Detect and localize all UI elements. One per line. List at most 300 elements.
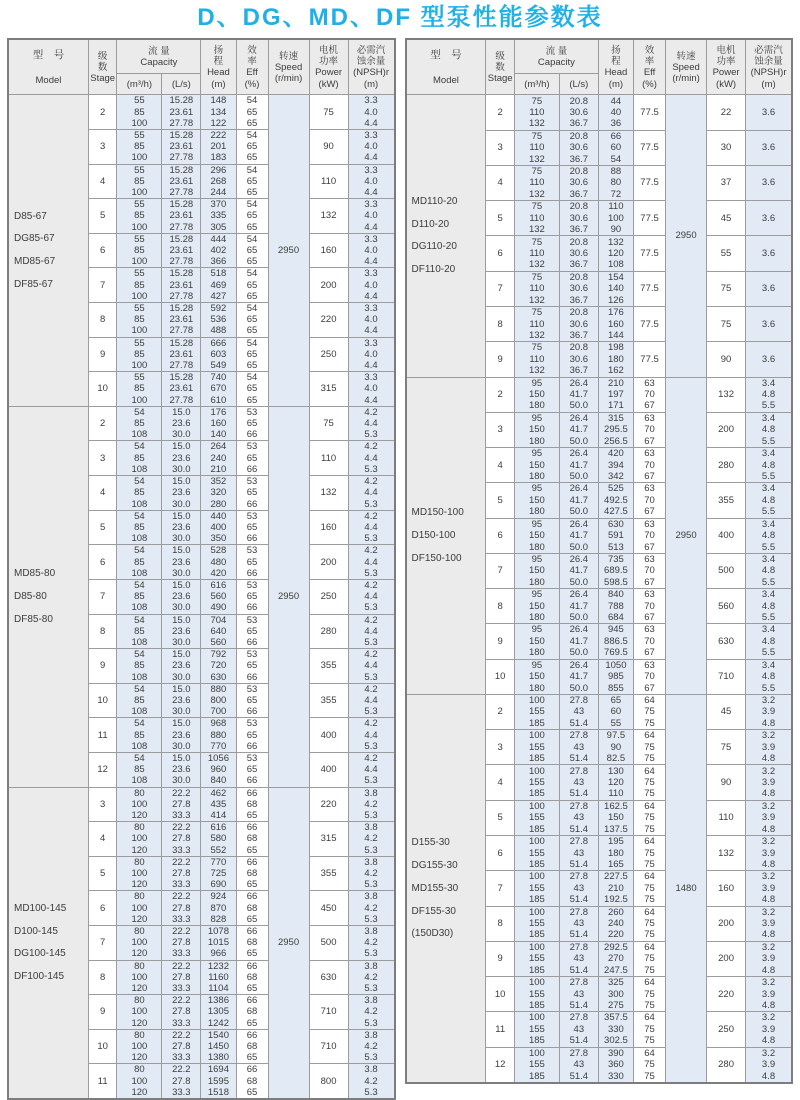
eff-cell: 63 bbox=[634, 518, 666, 530]
head-cell: 444 bbox=[201, 233, 236, 245]
flow-m3h-cell: 95 bbox=[514, 483, 559, 495]
head-cell: 390 bbox=[598, 1047, 633, 1059]
flow-m3h-cell: 150 bbox=[514, 601, 559, 612]
flow-m3h-cell: 55 bbox=[117, 130, 162, 142]
stage-cell: 7 bbox=[486, 553, 515, 588]
flow-m3h-cell: 185 bbox=[514, 1000, 559, 1012]
flow-ls-cell: 15.28 bbox=[162, 337, 201, 349]
npsh-cell: 4.0 bbox=[348, 176, 394, 187]
head-cell: 180 bbox=[598, 847, 633, 858]
flow-m3h-cell: 85 bbox=[117, 210, 162, 221]
eff-cell: 75 bbox=[634, 918, 666, 929]
stage-cell: 5 bbox=[486, 201, 515, 236]
npsh-cell: 4.0 bbox=[348, 280, 394, 291]
flow-ls-cell: 33.3 bbox=[162, 1087, 201, 1099]
npsh-cell: 3.3 bbox=[348, 372, 394, 384]
stage-cell: 8 bbox=[486, 906, 515, 941]
header-unit-m3h: (m³/h) bbox=[117, 74, 162, 95]
power-cell: 37 bbox=[707, 165, 746, 200]
flow-m3h-cell: 54 bbox=[117, 614, 162, 626]
npsh-cell: 4.8 bbox=[746, 824, 792, 836]
eff-cell: 75 bbox=[634, 1059, 666, 1070]
eff-cell: 65 bbox=[236, 660, 268, 671]
flow-m3h-cell: 185 bbox=[514, 718, 559, 730]
head-cell: 924 bbox=[201, 891, 236, 903]
flow-m3h-cell: 85 bbox=[117, 626, 162, 637]
head-cell: 227.5 bbox=[598, 871, 633, 883]
power-cell: 132 bbox=[309, 199, 348, 234]
flow-ls-cell: 20.8 bbox=[559, 201, 598, 213]
flow-m3h-cell: 80 bbox=[117, 960, 162, 972]
flow-ls-cell: 27.78 bbox=[162, 291, 201, 303]
flow-m3h-cell: 120 bbox=[117, 948, 162, 960]
head-cell: 144 bbox=[598, 330, 633, 342]
stage-cell: 8 bbox=[88, 614, 117, 649]
eff-cell: 65 bbox=[236, 141, 268, 152]
flow-ls-cell: 23.6 bbox=[162, 660, 201, 671]
npsh-cell: 5.3 bbox=[348, 879, 394, 891]
flow-ls-cell: 50.0 bbox=[559, 506, 598, 518]
eff-cell: 70 bbox=[634, 636, 666, 647]
npsh-cell: 5.3 bbox=[348, 568, 394, 580]
flow-ls-cell: 27.8 bbox=[559, 871, 598, 883]
flow-ls-cell: 36.7 bbox=[559, 224, 598, 236]
flow-ls-cell: 30.0 bbox=[162, 568, 201, 580]
flow-m3h-cell: 132 bbox=[514, 154, 559, 166]
npsh-cell: 3.6 bbox=[746, 236, 792, 271]
flow-ls-cell: 23.6 bbox=[162, 557, 201, 568]
flow-m3h-cell: 180 bbox=[514, 541, 559, 553]
flow-m3h-cell: 100 bbox=[117, 118, 162, 130]
head-cell: 616 bbox=[201, 822, 236, 834]
eff-cell: 77.5 bbox=[634, 95, 666, 130]
flow-ls-cell: 36.7 bbox=[559, 118, 598, 130]
eff-cell: 65 bbox=[236, 557, 268, 568]
eff-cell: 70 bbox=[634, 495, 666, 506]
eff-cell: 66 bbox=[236, 464, 268, 476]
head-cell: 630 bbox=[598, 518, 633, 530]
power-cell: 200 bbox=[707, 412, 746, 447]
eff-cell: 70 bbox=[634, 424, 666, 435]
flow-m3h-cell: 55 bbox=[117, 95, 162, 107]
eff-cell: 54 bbox=[236, 372, 268, 384]
npsh-cell: 5.3 bbox=[348, 706, 394, 718]
head-cell: 591 bbox=[598, 530, 633, 541]
head-cell: 610 bbox=[201, 395, 236, 407]
eff-cell: 75 bbox=[634, 1024, 666, 1035]
flow-ls-cell: 15.0 bbox=[162, 683, 201, 695]
eff-cell: 75 bbox=[634, 1070, 666, 1083]
flow-m3h-cell: 120 bbox=[117, 914, 162, 926]
head-cell: 684 bbox=[598, 612, 633, 624]
npsh-cell: 3.3 bbox=[348, 233, 394, 245]
head-cell: 315 bbox=[598, 412, 633, 424]
head-cell: 560 bbox=[201, 637, 236, 649]
flow-ls-cell: 22.2 bbox=[162, 891, 201, 903]
npsh-cell: 3.9 bbox=[746, 988, 792, 999]
head-cell: 886.5 bbox=[598, 636, 633, 647]
flow-m3h-cell: 132 bbox=[514, 259, 559, 271]
flow-m3h-cell: 85 bbox=[117, 314, 162, 325]
flow-m3h-cell: 100 bbox=[117, 360, 162, 372]
npsh-cell: 3.4 bbox=[746, 518, 792, 530]
flow-ls-cell: 15.0 bbox=[162, 579, 201, 591]
stage-cell: 8 bbox=[486, 589, 515, 624]
flow-m3h-cell: 185 bbox=[514, 788, 559, 800]
stage-cell: 2 bbox=[486, 694, 515, 729]
eff-cell: 64 bbox=[634, 694, 666, 706]
npsh-cell: 4.4 bbox=[348, 187, 394, 199]
npsh-cell: 4.8 bbox=[746, 894, 792, 906]
header-model: 型 号 Model bbox=[406, 39, 486, 95]
flow-m3h-cell: 100 bbox=[117, 325, 162, 337]
header-npsh: 必需汽 蚀余量 (NPSH)r (m) bbox=[348, 39, 394, 95]
stage-cell: 5 bbox=[88, 856, 117, 891]
eff-cell: 63 bbox=[634, 412, 666, 424]
head-cell: 300 bbox=[598, 988, 633, 999]
flow-m3h-cell: 185 bbox=[514, 929, 559, 941]
eff-cell: 70 bbox=[634, 459, 666, 470]
flow-m3h-cell: 54 bbox=[117, 683, 162, 695]
head-cell: 140 bbox=[201, 429, 236, 441]
header-capacity: 流 量 Capacity bbox=[514, 39, 598, 74]
head-cell: 360 bbox=[598, 1059, 633, 1070]
eff-cell: 70 bbox=[634, 671, 666, 682]
flow-m3h-cell: 110 bbox=[514, 283, 559, 294]
header-head: 扬 程 Head (m) bbox=[598, 39, 633, 95]
flow-ls-cell: 23.6 bbox=[162, 730, 201, 741]
stage-cell: 7 bbox=[88, 926, 117, 961]
npsh-cell: 5.3 bbox=[348, 464, 394, 476]
flow-m3h-cell: 132 bbox=[514, 365, 559, 377]
flow-ls-cell: 15.28 bbox=[162, 95, 201, 107]
flow-ls-cell: 22.2 bbox=[162, 1064, 201, 1076]
head-cell: 525 bbox=[598, 483, 633, 495]
flow-m3h-cell: 55 bbox=[117, 164, 162, 176]
flow-ls-cell: 27.8 bbox=[559, 730, 598, 742]
eff-cell: 65 bbox=[236, 210, 268, 221]
head-cell: 296 bbox=[201, 164, 236, 176]
flow-ls-cell: 51.4 bbox=[559, 965, 598, 977]
flow-m3h-cell: 75 bbox=[514, 201, 559, 213]
flow-m3h-cell: 100 bbox=[117, 903, 162, 914]
head-cell: 108 bbox=[598, 259, 633, 271]
flow-m3h-cell: 150 bbox=[514, 389, 559, 400]
power-cell: 160 bbox=[309, 510, 348, 545]
npsh-cell: 3.3 bbox=[348, 130, 394, 142]
head-cell: 195 bbox=[598, 835, 633, 847]
head-cell: 770 bbox=[201, 856, 236, 868]
npsh-cell: 3.4 bbox=[746, 412, 792, 424]
head-cell: 1232 bbox=[201, 960, 236, 972]
flow-ls-cell: 27.8 bbox=[559, 1012, 598, 1024]
stage-cell: 5 bbox=[486, 800, 515, 835]
npsh-cell: 3.9 bbox=[746, 742, 792, 753]
eff-cell: 63 bbox=[634, 589, 666, 601]
flow-ls-cell: 41.7 bbox=[559, 424, 598, 435]
head-cell: 110 bbox=[598, 201, 633, 213]
head-cell: 176 bbox=[201, 406, 236, 418]
head-cell: 792 bbox=[201, 649, 236, 661]
header-unit-m3h: (m³/h) bbox=[514, 74, 559, 95]
power-cell: 280 bbox=[309, 614, 348, 649]
npsh-cell: 4.2 bbox=[348, 510, 394, 522]
eff-cell: 68 bbox=[236, 799, 268, 810]
stage-cell: 9 bbox=[88, 649, 117, 684]
flow-ls-cell: 27.8 bbox=[162, 903, 201, 914]
npsh-cell: 3.3 bbox=[348, 337, 394, 349]
power-cell: 75 bbox=[309, 95, 348, 130]
npsh-cell: 3.4 bbox=[746, 483, 792, 495]
flow-m3h-cell: 108 bbox=[117, 568, 162, 580]
eff-cell: 53 bbox=[236, 510, 268, 522]
head-cell: 330 bbox=[598, 1070, 633, 1083]
flow-m3h-cell: 100 bbox=[117, 972, 162, 983]
flow-ls-cell: 30.0 bbox=[162, 741, 201, 753]
flow-m3h-cell: 100 bbox=[117, 187, 162, 199]
head-cell: 1540 bbox=[201, 1029, 236, 1041]
flow-ls-cell: 23.61 bbox=[162, 280, 201, 291]
stage-cell: 3 bbox=[486, 730, 515, 765]
npsh-cell: 4.8 bbox=[746, 565, 792, 576]
flow-ls-cell: 30.6 bbox=[559, 354, 598, 365]
flow-ls-cell: 30.6 bbox=[559, 248, 598, 259]
eff-cell: 65 bbox=[236, 453, 268, 464]
power-cell: 160 bbox=[309, 233, 348, 268]
flow-ls-cell: 20.8 bbox=[559, 95, 598, 107]
head-cell: 268 bbox=[201, 176, 236, 187]
flow-ls-cell: 27.8 bbox=[559, 977, 598, 989]
flow-m3h-cell: 85 bbox=[117, 730, 162, 741]
flow-ls-cell: 51.4 bbox=[559, 788, 598, 800]
flow-ls-cell: 22.2 bbox=[162, 926, 201, 938]
eff-cell: 68 bbox=[236, 1041, 268, 1052]
eff-cell: 64 bbox=[634, 941, 666, 953]
pump-table-left-container bbox=[7, 38, 396, 1098]
head-cell: 480 bbox=[201, 557, 236, 568]
flow-m3h-cell: 100 bbox=[514, 800, 559, 812]
eff-cell: 67 bbox=[634, 400, 666, 412]
header-power: 电机 功率 Power (kW) bbox=[309, 39, 348, 95]
eff-cell: 66 bbox=[236, 926, 268, 938]
head-cell: 968 bbox=[201, 718, 236, 730]
flow-m3h-cell: 120 bbox=[117, 1052, 162, 1064]
head-cell: 90 bbox=[598, 224, 633, 236]
flow-m3h-cell: 110 bbox=[514, 142, 559, 153]
pump-table-left bbox=[7, 38, 396, 1100]
eff-cell: 77.5 bbox=[634, 236, 666, 271]
flow-m3h-cell: 180 bbox=[514, 682, 559, 694]
head-cell: 518 bbox=[201, 268, 236, 280]
flow-ls-cell: 26.4 bbox=[559, 624, 598, 636]
flow-ls-cell: 27.78 bbox=[162, 325, 201, 337]
head-cell: 945 bbox=[598, 624, 633, 636]
flow-m3h-cell: 55 bbox=[117, 372, 162, 384]
eff-cell: 75 bbox=[634, 883, 666, 894]
flow-ls-cell: 33.3 bbox=[162, 983, 201, 995]
flow-m3h-cell: 55 bbox=[117, 233, 162, 245]
npsh-cell: 3.2 bbox=[746, 800, 792, 812]
head-cell: 160 bbox=[598, 318, 633, 329]
flow-m3h-cell: 108 bbox=[117, 775, 162, 787]
head-cell: 137.5 bbox=[598, 824, 633, 836]
eff-cell: 65 bbox=[236, 487, 268, 498]
head-cell: 220 bbox=[598, 929, 633, 941]
head-cell: 414 bbox=[201, 810, 236, 822]
npsh-cell: 5.5 bbox=[746, 400, 792, 412]
npsh-cell: 5.3 bbox=[348, 845, 394, 857]
npsh-cell: 4.0 bbox=[348, 141, 394, 152]
eff-cell: 68 bbox=[236, 937, 268, 948]
flow-m3h-cell: 95 bbox=[514, 659, 559, 671]
flow-m3h-cell: 150 bbox=[514, 565, 559, 576]
npsh-cell: 5.3 bbox=[348, 914, 394, 926]
npsh-cell: 4.0 bbox=[348, 349, 394, 360]
eff-cell: 77.5 bbox=[634, 271, 666, 306]
flow-ls-cell: 43 bbox=[559, 777, 598, 788]
npsh-cell: 4.4 bbox=[348, 730, 394, 741]
stage-cell: 6 bbox=[88, 891, 117, 926]
eff-cell: 53 bbox=[236, 614, 268, 626]
head-cell: 549 bbox=[201, 360, 236, 372]
power-cell: 160 bbox=[707, 871, 746, 906]
flow-ls-cell: 23.6 bbox=[162, 418, 201, 429]
power-cell: 132 bbox=[707, 835, 746, 870]
npsh-cell: 3.3 bbox=[348, 95, 394, 107]
npsh-cell: 4.4 bbox=[348, 522, 394, 533]
flow-ls-cell: 30.6 bbox=[559, 318, 598, 329]
eff-cell: 65 bbox=[236, 914, 268, 926]
flow-m3h-cell: 155 bbox=[514, 1059, 559, 1070]
power-cell: 800 bbox=[309, 1064, 348, 1099]
power-cell: 220 bbox=[707, 977, 746, 1012]
model-cell: D85-67 DG85-67 MD85-67 DF85-67 bbox=[8, 95, 88, 406]
head-cell: 840 bbox=[598, 589, 633, 601]
flow-ls-cell: 26.4 bbox=[559, 589, 598, 601]
flow-ls-cell: 27.78 bbox=[162, 152, 201, 164]
npsh-cell: 4.2 bbox=[348, 406, 394, 418]
flow-m3h-cell: 75 bbox=[514, 130, 559, 142]
flow-m3h-cell: 120 bbox=[117, 983, 162, 995]
head-cell: 357.5 bbox=[598, 1012, 633, 1024]
power-cell: 250 bbox=[309, 337, 348, 372]
head-cell: 960 bbox=[201, 764, 236, 775]
head-cell: 690 bbox=[201, 879, 236, 891]
flow-m3h-cell: 75 bbox=[514, 236, 559, 248]
flow-ls-cell: 36.7 bbox=[559, 154, 598, 166]
power-cell: 315 bbox=[309, 822, 348, 857]
eff-cell: 64 bbox=[634, 871, 666, 883]
flow-m3h-cell: 95 bbox=[514, 624, 559, 636]
head-cell: 985 bbox=[598, 671, 633, 682]
head-cell: 616 bbox=[201, 579, 236, 591]
npsh-cell: 3.9 bbox=[746, 706, 792, 717]
eff-cell: 66 bbox=[236, 891, 268, 903]
head-cell: 488 bbox=[201, 325, 236, 337]
flow-m3h-cell: 120 bbox=[117, 1018, 162, 1030]
power-cell: 400 bbox=[309, 752, 348, 787]
head-cell: 65 bbox=[598, 694, 633, 706]
power-cell: 315 bbox=[309, 372, 348, 407]
eff-cell: 77.5 bbox=[634, 130, 666, 165]
npsh-cell: 4.2 bbox=[348, 799, 394, 810]
flow-ls-cell: 30.0 bbox=[162, 464, 201, 476]
power-cell: 110 bbox=[309, 164, 348, 199]
stage-cell: 8 bbox=[88, 303, 117, 338]
power-cell: 500 bbox=[309, 926, 348, 961]
speed-cell: 2950 bbox=[666, 377, 707, 694]
eff-cell: 66 bbox=[236, 775, 268, 787]
eff-cell: 66 bbox=[236, 822, 268, 834]
flow-m3h-cell: 120 bbox=[117, 879, 162, 891]
eff-cell: 68 bbox=[236, 833, 268, 844]
flow-ls-cell: 23.61 bbox=[162, 176, 201, 187]
flow-ls-cell: 41.7 bbox=[559, 601, 598, 612]
power-cell: 75 bbox=[707, 306, 746, 341]
flow-m3h-cell: 155 bbox=[514, 953, 559, 964]
eff-cell: 65 bbox=[236, 591, 268, 602]
flow-m3h-cell: 155 bbox=[514, 988, 559, 999]
head-cell: 247.5 bbox=[598, 965, 633, 977]
flow-ls-cell: 43 bbox=[559, 742, 598, 753]
eff-cell: 53 bbox=[236, 476, 268, 488]
head-cell: 855 bbox=[598, 682, 633, 694]
flow-m3h-cell: 108 bbox=[117, 672, 162, 684]
flow-m3h-cell: 180 bbox=[514, 436, 559, 448]
npsh-cell: 4.2 bbox=[348, 903, 394, 914]
head-cell: 244 bbox=[201, 187, 236, 199]
head-cell: 770 bbox=[201, 741, 236, 753]
header-unit-ls: (L/s) bbox=[162, 74, 201, 95]
eff-cell: 53 bbox=[236, 649, 268, 661]
flow-ls-cell: 36.7 bbox=[559, 330, 598, 342]
head-cell: 1380 bbox=[201, 1052, 236, 1064]
npsh-cell: 4.8 bbox=[746, 601, 792, 612]
npsh-cell: 5.5 bbox=[746, 541, 792, 553]
flow-ls-cell: 33.3 bbox=[162, 879, 201, 891]
eff-cell: 66 bbox=[236, 856, 268, 868]
npsh-cell: 4.8 bbox=[746, 495, 792, 506]
header-eff: 效 率 Eff (%) bbox=[236, 39, 268, 95]
head-cell: 270 bbox=[598, 953, 633, 964]
stage-cell: 4 bbox=[486, 448, 515, 483]
flow-m3h-cell: 95 bbox=[514, 377, 559, 389]
head-cell: 197 bbox=[598, 389, 633, 400]
npsh-cell: 3.4 bbox=[746, 377, 792, 389]
eff-cell: 53 bbox=[236, 683, 268, 695]
stage-cell: 6 bbox=[486, 835, 515, 870]
flow-m3h-cell: 100 bbox=[514, 941, 559, 953]
stage-cell: 7 bbox=[486, 871, 515, 906]
npsh-cell: 3.9 bbox=[746, 847, 792, 858]
flow-ls-cell: 22.2 bbox=[162, 856, 201, 868]
head-cell: 210 bbox=[598, 377, 633, 389]
npsh-cell: 3.2 bbox=[746, 906, 792, 918]
power-cell: 110 bbox=[707, 800, 746, 835]
head-cell: 295.5 bbox=[598, 424, 633, 435]
npsh-cell: 5.3 bbox=[348, 741, 394, 753]
flow-m3h-cell: 85 bbox=[117, 487, 162, 498]
npsh-cell: 4.0 bbox=[348, 383, 394, 394]
eff-cell: 67 bbox=[634, 541, 666, 553]
head-cell: 1015 bbox=[201, 937, 236, 948]
power-cell: 45 bbox=[707, 201, 746, 236]
flow-ls-cell: 41.7 bbox=[559, 459, 598, 470]
flow-ls-cell: 30.0 bbox=[162, 499, 201, 511]
flow-m3h-cell: 85 bbox=[117, 591, 162, 602]
eff-cell: 66 bbox=[236, 637, 268, 649]
flow-m3h-cell: 80 bbox=[117, 787, 162, 799]
